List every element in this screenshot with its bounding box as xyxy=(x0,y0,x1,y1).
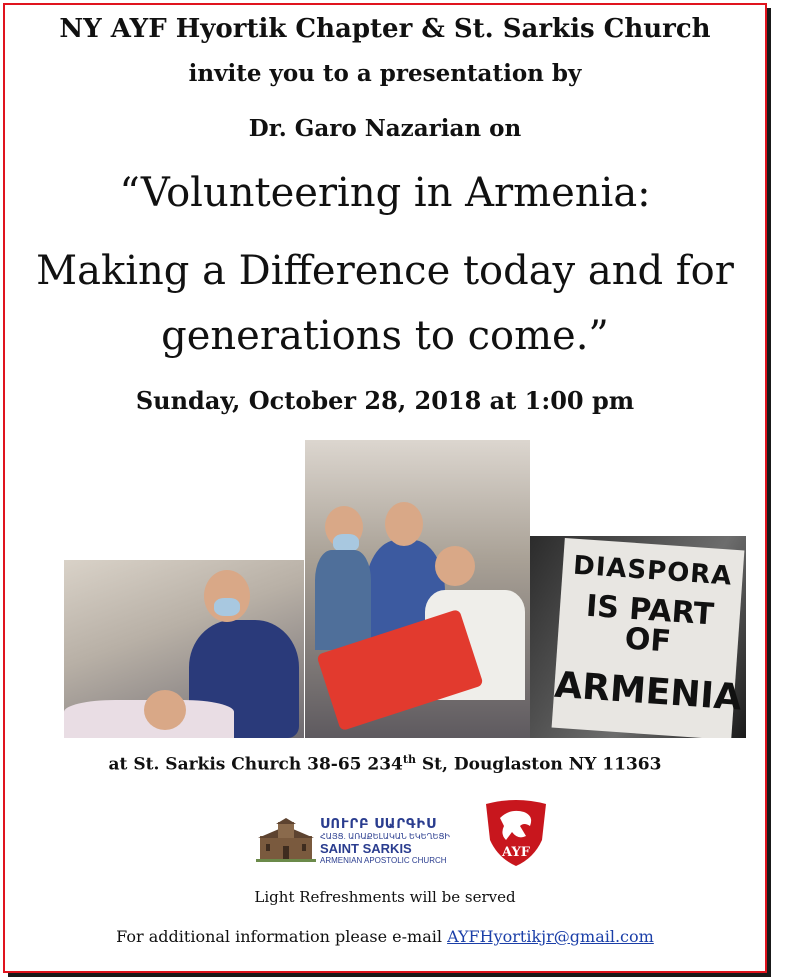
ayf-shield-logo xyxy=(480,796,552,868)
sign-line-1: DIASPORA xyxy=(572,550,734,592)
church-armenian-subtitle: ՀԱՅՑ. ԱՌԱՔԵԼԱԿԱՆ ԵԿԵՂԵՑԻ xyxy=(320,832,450,841)
church-building-icon xyxy=(256,818,316,862)
event-address xyxy=(5,753,765,775)
address-prefix: at St. Sarkis Church 38-65 234 xyxy=(108,754,403,775)
protest-sign xyxy=(552,538,745,738)
church-subtitle: ARMENIAN APOSTOLIC CHURCH xyxy=(320,856,447,865)
title-line-2: Making a Difference today and for xyxy=(36,248,734,294)
contact-line xyxy=(5,927,765,946)
diaspora-sign-photo xyxy=(530,536,746,738)
sign-line-2: IS PART OF xyxy=(584,588,715,660)
address-suffix: St, Douglaston NY 11363 xyxy=(415,754,662,775)
sign-line-3: ARMENIA xyxy=(553,664,743,719)
invite-line: invite you to a presentation by xyxy=(188,60,582,87)
contact-email-link[interactable]: AYFHyortikjr@gmail.com xyxy=(447,927,654,946)
border-shadow-right xyxy=(767,8,771,973)
title-line-3: generations to come.” xyxy=(161,313,609,359)
hosts-heading: NY AYF Hyortik Chapter & St. Sarkis Church xyxy=(59,14,711,44)
church-armenian-name: ՍՈՒՐԲ ՍԱՐԳԻՍ xyxy=(320,816,437,831)
church-logo-text xyxy=(320,816,450,865)
border-shadow-bottom xyxy=(8,973,771,977)
dental-team-photo xyxy=(305,440,530,738)
address-superscript: th xyxy=(402,753,416,766)
refreshments-note: Light Refreshments will be served xyxy=(254,888,516,906)
contact-text: For additional information please e-mail xyxy=(116,927,448,946)
ayf-logo-text: AYF xyxy=(502,845,530,860)
speaker-line: Dr. Garo Nazarian on xyxy=(248,115,522,142)
event-date: Sunday, October 28, 2018 at 1:00 pm xyxy=(135,386,635,415)
dentist-photo xyxy=(64,560,304,738)
church-name: SAINT SARKIS xyxy=(320,841,412,856)
title-line-1: “Volunteering in Armenia: xyxy=(119,170,651,216)
